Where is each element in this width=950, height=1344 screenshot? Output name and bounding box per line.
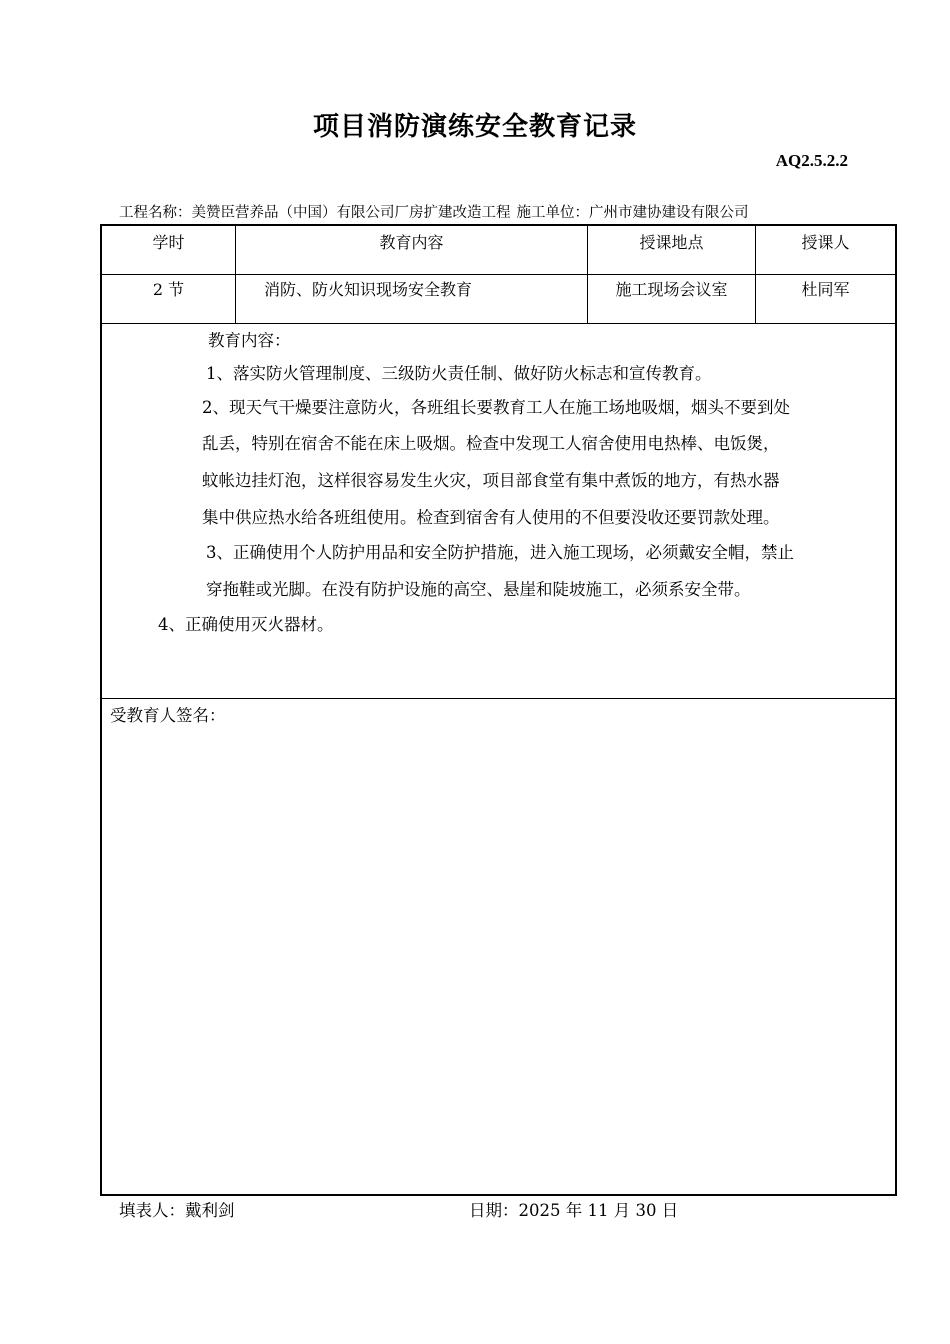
education-content-section bbox=[102, 323, 895, 699]
table-row bbox=[102, 274, 895, 324]
content-line-8: 4、正确使用灭火器材。 bbox=[158, 615, 334, 634]
signature-section bbox=[102, 698, 895, 1194]
header-hours: 学时 bbox=[102, 226, 236, 274]
content-line-6: 3、正确使用个人防护用品和安全防护措施，进入施工现场，必须戴安全帽，禁止 bbox=[206, 543, 794, 562]
form-filler: 填表人：戴利剑 bbox=[119, 1201, 235, 1220]
content-line-2: 2、现天气干燥要注意防火，各班组长要教育工人在施工场地吸烟，烟头不要到处 bbox=[202, 398, 790, 417]
document-code: AQ2.5.2.2 bbox=[775, 151, 848, 170]
content-line-4: 蚊帐边挂灯泡，这样很容易发生火灾，项目部食堂有集中煮饭的地方，有热水器 bbox=[202, 471, 780, 490]
content-heading: 教育内容： bbox=[208, 331, 291, 350]
construction-unit: 施工单位：广州市建协建设有限公司 bbox=[516, 205, 749, 221]
content-line-1: 1、落实防火管理制度、三级防火责任制、做好防火标志和宣传教育。 bbox=[206, 364, 712, 383]
cell-hours: 2 节 bbox=[102, 274, 236, 323]
signature-label: 受教育人签名： bbox=[110, 706, 226, 725]
header-location: 授课地点 bbox=[588, 226, 756, 274]
cell-content: 消防、防火知识现场安全教育 bbox=[236, 274, 588, 323]
form-date: 日期：2025 年 11 月 30 日 bbox=[469, 1201, 679, 1220]
header-content: 教育内容 bbox=[236, 226, 588, 274]
cell-location: 施工现场会议室 bbox=[588, 274, 756, 323]
content-line-3: 乱丢，特别在宿舍不能在床上吸烟。检查中发现工人宿舍使用电热棒、电饭煲， bbox=[202, 434, 780, 453]
record-table bbox=[100, 224, 897, 1196]
document-title: 项目消防演练安全教育记录 bbox=[312, 112, 637, 142]
table-header-row bbox=[102, 226, 895, 275]
cell-lecturer: 杜同军 bbox=[801, 280, 850, 299]
content-line-5: 集中供应热水给各班组使用。检查到宿舍有人使用的不但要没收还要罚款处理。 bbox=[202, 508, 780, 527]
project-info-line bbox=[119, 201, 749, 222]
content-line-7: 穿拖鞋或光脚。在没有防护设施的高空、悬崖和陡坡施工，必须系安全带。 bbox=[206, 580, 751, 599]
header-lecturer: 授课人 bbox=[801, 233, 850, 252]
project-name: 工程名称：美赞臣营养品（中国）有限公司厂房扩建改造工程 bbox=[119, 205, 511, 221]
